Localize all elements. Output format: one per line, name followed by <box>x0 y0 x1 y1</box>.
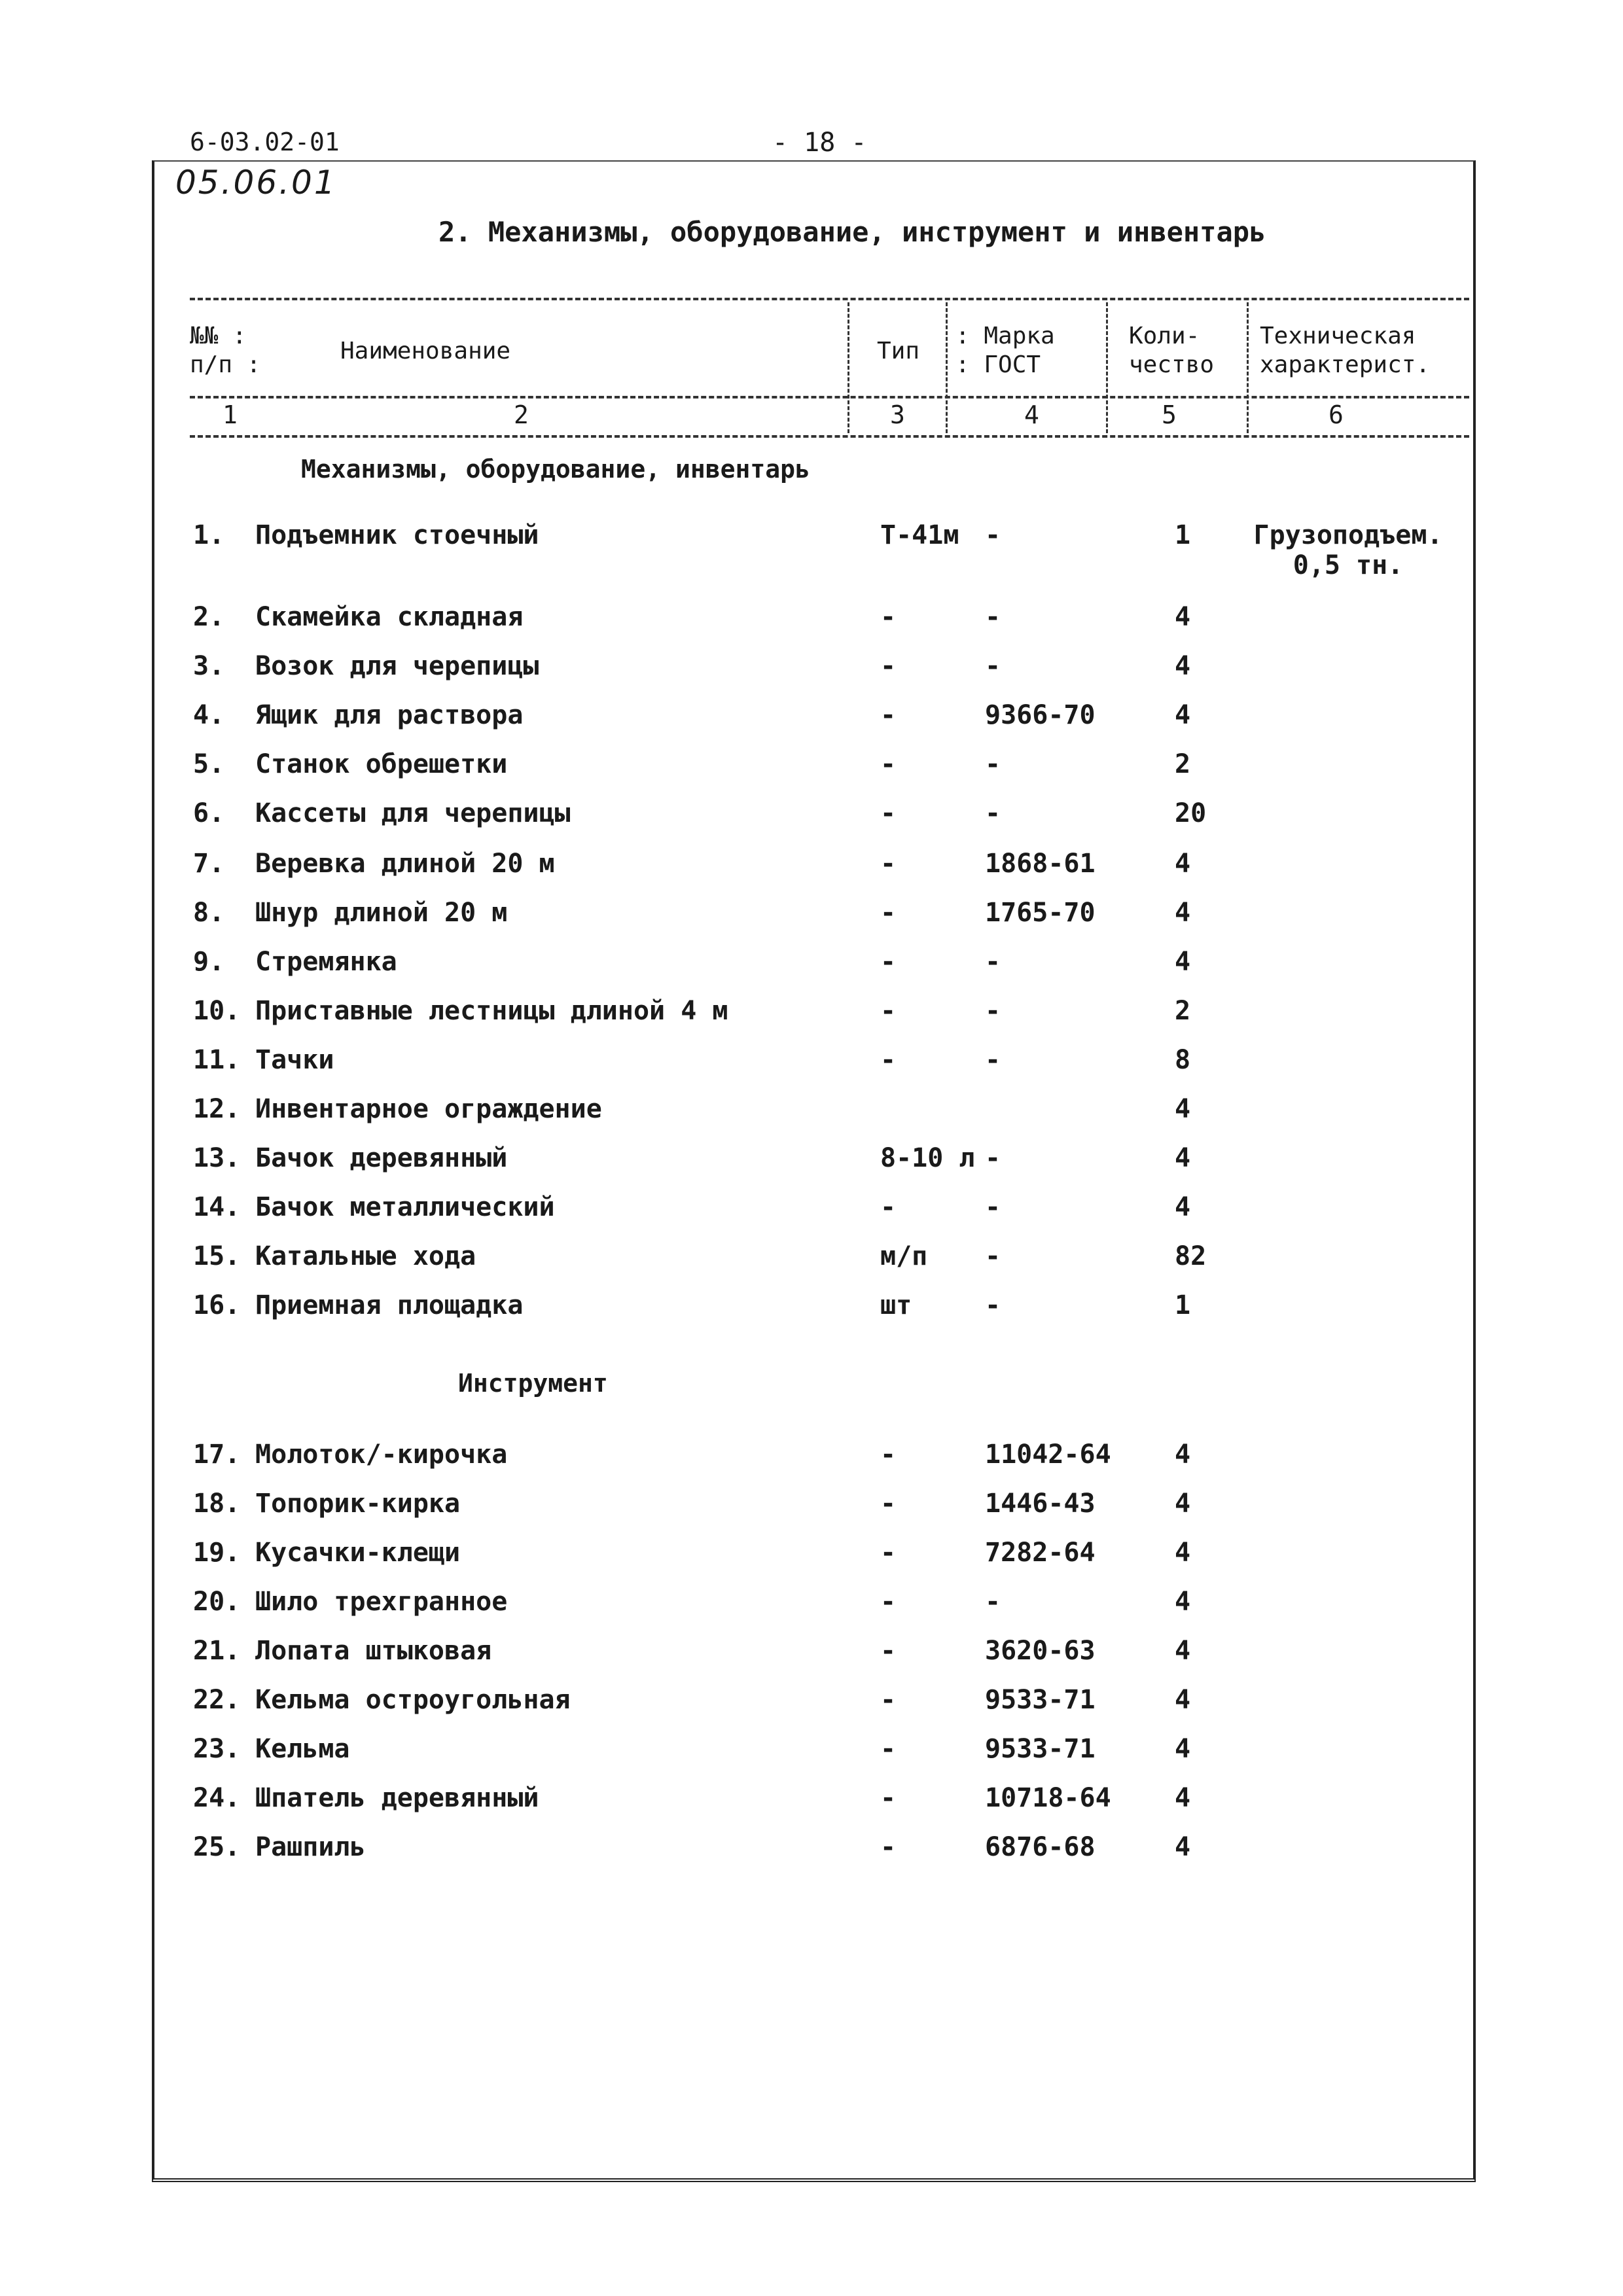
item-number: 2. <box>193 602 225 632</box>
page-number: - 18 - <box>772 128 867 158</box>
item-type: шт <box>880 1290 912 1320</box>
item-type: - <box>880 898 897 928</box>
item-quantity: 4 <box>1175 1489 1191 1519</box>
list-item <box>0 1734 1623 1782</box>
header-number: 1 <box>223 400 238 429</box>
item-type: 8-10 л <box>880 1143 975 1173</box>
list-item <box>0 1636 1623 1684</box>
item-gost: 9533-71 <box>985 1685 1096 1715</box>
item-gost: 9366-70 <box>985 700 1096 730</box>
list-item <box>0 1143 1623 1192</box>
item-number: 4. <box>193 700 225 730</box>
header-separator <box>1247 302 1249 433</box>
section-title: 2. Механизмы, оборудование, инструмент и инвентарь <box>438 216 1266 248</box>
list-item <box>0 1094 1623 1142</box>
header-number: 5 <box>1162 400 1177 429</box>
list-item <box>0 1045 1623 1093</box>
item-number: 13. <box>193 1143 241 1173</box>
list-item <box>0 651 1623 699</box>
item-name: Возок для черепицы <box>255 651 539 681</box>
item-type: - <box>880 1734 897 1764</box>
item-type: - <box>880 1783 897 1813</box>
header-col-name: Наименование <box>340 338 511 364</box>
item-type: - <box>880 651 897 681</box>
item-gost: - <box>985 602 1001 632</box>
item-name: Скамейка складная <box>255 602 524 632</box>
item-type: Т-41м <box>880 520 959 550</box>
list-item <box>0 602 1623 650</box>
item-number: 1. <box>193 520 225 550</box>
item-type: - <box>880 1538 897 1568</box>
list-item <box>0 898 1623 946</box>
item-quantity: 4 <box>1175 1734 1191 1764</box>
item-gost: - <box>985 1241 1001 1271</box>
item-quantity: 2 <box>1175 996 1191 1026</box>
header-col-characteristics: Техническая характерист. <box>1260 323 1431 378</box>
item-quantity: 4 <box>1175 1094 1191 1124</box>
item-name: Станок обрешетки <box>255 749 508 779</box>
item-name: Лопата штыковая <box>255 1636 492 1666</box>
item-name: Молоток/-кирочка <box>255 1439 508 1470</box>
subheading-tools: Инструмент <box>458 1369 608 1398</box>
list-item <box>0 798 1623 847</box>
item-name: Подъемник стоечный <box>255 520 539 550</box>
item-type: - <box>880 798 897 828</box>
item-name: Кассеты для черепицы <box>255 798 571 828</box>
item-gost: - <box>985 1290 1001 1320</box>
item-name: Рашпиль <box>255 1832 366 1862</box>
list-item <box>0 1489 1623 1537</box>
list-item <box>0 996 1623 1044</box>
document-code: 6-03.02-01 <box>190 128 340 156</box>
item-gost: 1446-43 <box>985 1489 1096 1519</box>
list-item <box>0 1439 1623 1488</box>
item-gost: 1765-70 <box>985 898 1096 928</box>
item-quantity: 4 <box>1175 1685 1191 1715</box>
list-item <box>0 520 1623 580</box>
item-name: Приемная площадка <box>255 1290 524 1320</box>
item-gost: 11042-64 <box>985 1439 1111 1470</box>
item-name: Инвентарное ограждение <box>255 1094 602 1124</box>
item-gost: - <box>985 651 1001 681</box>
header-number: 4 <box>1024 400 1039 429</box>
header-separator <box>1106 302 1108 433</box>
item-number: 25. <box>193 1832 241 1862</box>
header-col-number: №№ : п/п : <box>190 323 261 378</box>
item-name: Веревка длиной 20 м <box>255 849 555 879</box>
item-number: 12. <box>193 1094 241 1124</box>
list-item <box>0 700 1623 749</box>
list-item <box>0 1290 1623 1339</box>
list-item <box>0 1685 1623 1733</box>
item-type: - <box>880 602 897 632</box>
item-number: 14. <box>193 1192 241 1222</box>
table-top-rule <box>190 298 1469 300</box>
item-gost: - <box>985 1045 1001 1075</box>
item-number: 10. <box>193 996 241 1026</box>
item-number: 20. <box>193 1587 241 1617</box>
item-name: Шнур длиной 20 м <box>255 898 508 928</box>
list-item <box>0 1587 1623 1635</box>
item-number: 7. <box>193 849 225 879</box>
header-number: 3 <box>890 400 905 429</box>
header-col-quantity: Коли- чество <box>1129 323 1215 378</box>
header-col-gost: : Марка : ГОСТ <box>955 323 1055 378</box>
item-quantity: 4 <box>1175 898 1191 928</box>
item-quantity: 4 <box>1175 1832 1191 1862</box>
item-name: Тачки <box>255 1045 334 1075</box>
list-item <box>0 1832 1623 1881</box>
item-name: Топорик-кирка <box>255 1489 461 1519</box>
item-number: 9. <box>193 947 225 977</box>
item-gost: - <box>985 749 1001 779</box>
item-type: - <box>880 1489 897 1519</box>
item-type: м/п <box>880 1241 928 1271</box>
item-gost: - <box>985 947 1001 977</box>
item-gost: 10718-64 <box>985 1783 1111 1813</box>
item-name: Приставные лестницы длиной 4 м <box>255 996 728 1026</box>
item-gost: - <box>985 1143 1001 1173</box>
header-mid-rule <box>190 396 1469 398</box>
header-number: 6 <box>1329 400 1344 429</box>
item-type: - <box>880 700 897 730</box>
header-number: 2 <box>514 400 529 429</box>
item-name: Кусачки-клещи <box>255 1538 461 1568</box>
item-name: Шило трехгранное <box>255 1587 508 1617</box>
item-quantity: 4 <box>1175 1143 1191 1173</box>
item-number: 3. <box>193 651 225 681</box>
item-number: 21. <box>193 1636 241 1666</box>
list-item <box>0 1241 1623 1290</box>
list-item <box>0 1192 1623 1241</box>
item-gost: - <box>985 1192 1001 1222</box>
item-quantity: 4 <box>1175 1587 1191 1617</box>
item-quantity: 4 <box>1175 651 1191 681</box>
item-quantity: 2 <box>1175 749 1191 779</box>
item-name: Ящик для раствора <box>255 700 524 730</box>
item-type: - <box>880 1685 897 1715</box>
item-gost: 6876-68 <box>985 1832 1096 1862</box>
item-number: 18. <box>193 1489 241 1519</box>
item-number: 17. <box>193 1439 241 1470</box>
item-quantity: 82 <box>1175 1241 1207 1271</box>
item-gost: - <box>985 1587 1001 1617</box>
item-name: Стремянка <box>255 947 397 977</box>
item-type: - <box>880 1045 897 1075</box>
item-type: - <box>880 849 897 879</box>
handwritten-code: 05.06.01 <box>175 164 337 202</box>
item-name: Кельма остроугольная <box>255 1685 571 1715</box>
item-gost: - <box>985 996 1001 1026</box>
item-type: - <box>880 1636 897 1666</box>
item-characteristics: Грузоподъем. 0,5 тн. <box>1253 520 1443 580</box>
item-quantity: 20 <box>1175 798 1207 828</box>
header-separator <box>847 302 849 433</box>
item-name: Катальные хода <box>255 1241 476 1271</box>
item-quantity: 4 <box>1175 947 1191 977</box>
item-type: - <box>880 749 897 779</box>
item-gost: - <box>985 520 1001 550</box>
item-type: - <box>880 1439 897 1470</box>
item-gost: 3620-63 <box>985 1636 1096 1666</box>
item-number: 19. <box>193 1538 241 1568</box>
item-quantity: 4 <box>1175 1538 1191 1568</box>
header-bottom-rule <box>190 435 1469 438</box>
list-item <box>0 1538 1623 1586</box>
item-gost: - <box>985 798 1001 828</box>
item-type: - <box>880 947 897 977</box>
item-quantity: 4 <box>1175 1192 1191 1222</box>
list-item <box>0 947 1623 995</box>
item-number: 24. <box>193 1783 241 1813</box>
list-item <box>0 849 1623 897</box>
item-quantity: 4 <box>1175 849 1191 879</box>
header-col-type: Тип <box>877 338 920 364</box>
item-name: Бачок металлический <box>255 1192 555 1222</box>
item-name: Бачок деревянный <box>255 1143 508 1173</box>
item-number: 11. <box>193 1045 241 1075</box>
item-quantity: 8 <box>1175 1045 1191 1075</box>
item-gost: 1868-61 <box>985 849 1096 879</box>
list-item <box>0 1783 1623 1831</box>
item-number: 16. <box>193 1290 241 1320</box>
subheading-mechanisms: Механизмы, оборудование, инвентарь <box>301 455 810 484</box>
item-quantity: 4 <box>1175 602 1191 632</box>
item-gost: 7282-64 <box>985 1538 1096 1568</box>
item-quantity: 1 <box>1175 520 1191 550</box>
item-type: - <box>880 1192 897 1222</box>
item-number: 6. <box>193 798 225 828</box>
item-quantity: 4 <box>1175 1636 1191 1666</box>
item-type: - <box>880 1587 897 1617</box>
header-separator <box>946 302 948 433</box>
item-number: 22. <box>193 1685 241 1715</box>
list-item <box>0 749 1623 798</box>
item-quantity: 4 <box>1175 1783 1191 1813</box>
item-name: Шпатель деревянный <box>255 1783 539 1813</box>
item-gost: 9533-71 <box>985 1734 1096 1764</box>
item-type: - <box>880 1832 897 1862</box>
item-name: Кельма <box>255 1734 350 1764</box>
item-number: 15. <box>193 1241 241 1271</box>
item-type: - <box>880 996 897 1026</box>
item-number: 8. <box>193 898 225 928</box>
item-number: 23. <box>193 1734 241 1764</box>
item-number: 5. <box>193 749 225 779</box>
item-quantity: 4 <box>1175 700 1191 730</box>
item-quantity: 1 <box>1175 1290 1191 1320</box>
item-quantity: 4 <box>1175 1439 1191 1470</box>
